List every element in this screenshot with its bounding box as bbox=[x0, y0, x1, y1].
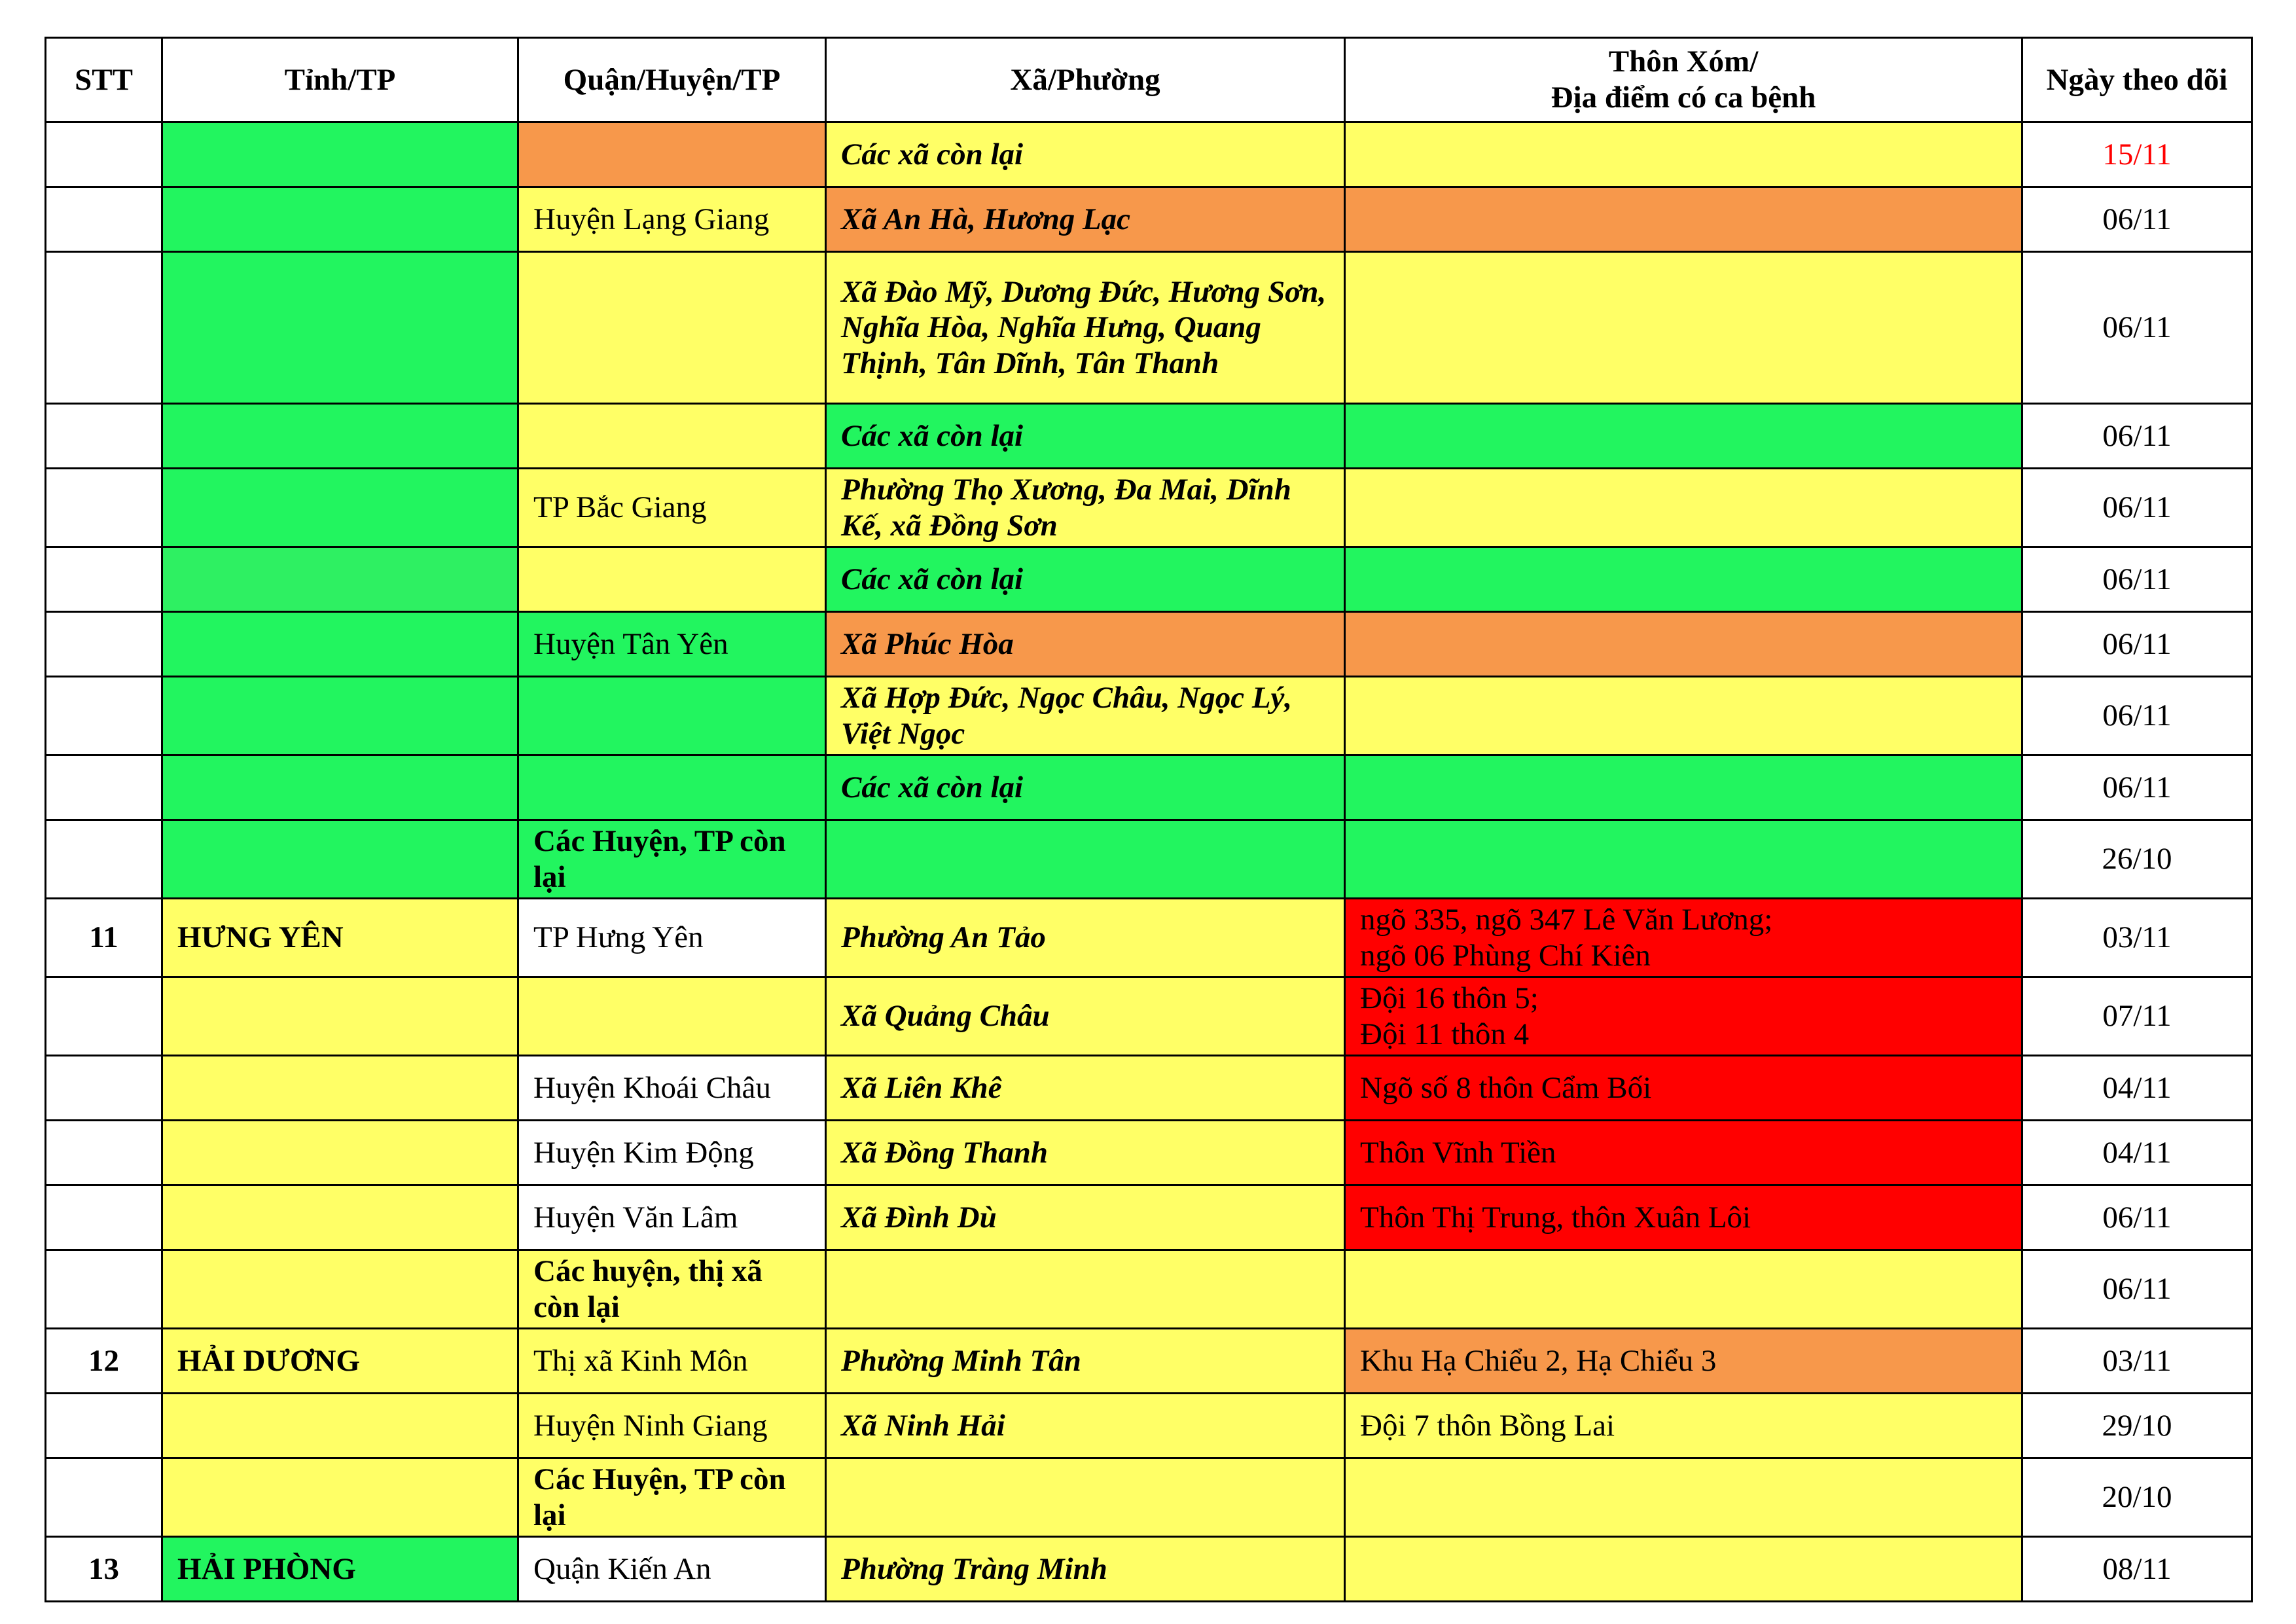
cell-stt bbox=[46, 755, 162, 820]
cell-village bbox=[1345, 122, 2022, 187]
header-ward: Xã/Phường bbox=[826, 38, 1345, 122]
cell-ward: Xã Đồng Thanh bbox=[826, 1121, 1345, 1185]
table-row bbox=[46, 677, 2252, 755]
cell-province bbox=[162, 1056, 518, 1121]
cell-date: 04/11 bbox=[2022, 1121, 2252, 1185]
cell-ward: Các xã còn lại bbox=[826, 122, 1345, 187]
cell-date: 06/11 bbox=[2022, 677, 2252, 755]
cell-stt bbox=[46, 820, 162, 899]
cell-stt bbox=[46, 469, 162, 547]
cell-district: Huyện Văn Lâm bbox=[518, 1185, 826, 1250]
cell-ward: Phường An Tảo bbox=[826, 899, 1345, 977]
cell-ward: Xã Liên Khê bbox=[826, 1056, 1345, 1121]
cell-ward bbox=[826, 1458, 1345, 1537]
table-row bbox=[46, 1250, 2252, 1329]
cell-province: HẢI PHÒNG bbox=[162, 1537, 518, 1602]
cell-date: 06/11 bbox=[2022, 1250, 2252, 1329]
cell-village bbox=[1345, 820, 2022, 899]
table-row bbox=[46, 469, 2252, 547]
village-line: Đội 16 thôn 5; bbox=[1360, 981, 1539, 1016]
cell-ward: Phường Minh Tân bbox=[826, 1329, 1345, 1394]
table-row bbox=[46, 899, 2252, 977]
cell-village bbox=[1345, 899, 2022, 977]
cell-province bbox=[162, 1185, 518, 1250]
cell-district: Các Huyện, TP còn lại bbox=[518, 1458, 826, 1537]
cell-stt bbox=[46, 547, 162, 612]
cell-province bbox=[162, 677, 518, 755]
cell-village: Đội 7 thôn Bồng Lai bbox=[1345, 1394, 2022, 1458]
cell-village bbox=[1345, 1250, 2022, 1329]
village-line: ngõ 335, ngõ 347 Lê Văn Lương; bbox=[1360, 903, 1773, 937]
cell-ward: Xã An Hà, Hương Lạc bbox=[826, 187, 1345, 252]
table-row bbox=[46, 820, 2252, 899]
table-row bbox=[46, 1394, 2252, 1458]
header-district: Quận/Huyện/TP bbox=[518, 38, 826, 122]
cell-district: Huyện Khoái Châu bbox=[518, 1056, 826, 1121]
cell-district bbox=[518, 977, 826, 1056]
cell-ward: Phường Thọ Xương, Đa Mai, Dĩnh Kế, xã Đồng Sơn bbox=[826, 469, 1345, 547]
cell-stt bbox=[46, 1185, 162, 1250]
cell-province: HƯNG YÊN bbox=[162, 899, 518, 977]
cell-ward bbox=[826, 820, 1345, 899]
cell-district: Huyện Tân Yên bbox=[518, 612, 826, 677]
cell-district: TP Hưng Yên bbox=[518, 899, 826, 977]
cell-stt bbox=[46, 1056, 162, 1121]
cell-village bbox=[1345, 252, 2022, 404]
cell-stt bbox=[46, 1121, 162, 1185]
cell-date: 03/11 bbox=[2022, 899, 2252, 977]
cell-stt bbox=[46, 404, 162, 469]
table-row bbox=[46, 1056, 2252, 1121]
cell-province bbox=[162, 469, 518, 547]
cell-village bbox=[1345, 469, 2022, 547]
cell-date: 06/11 bbox=[2022, 755, 2252, 820]
cell-date: 03/11 bbox=[2022, 1329, 2252, 1394]
cell-district: Các Huyện, TP còn lại bbox=[518, 820, 826, 899]
header-province: Tỉnh/TP bbox=[162, 38, 518, 122]
cell-village bbox=[1345, 187, 2022, 252]
cell-ward: Xã Đình Dù bbox=[826, 1185, 1345, 1250]
cell-ward bbox=[826, 1250, 1345, 1329]
header-date: Ngày theo dõi bbox=[2022, 38, 2252, 122]
table-row bbox=[46, 547, 2252, 612]
cell-date: 06/11 bbox=[2022, 404, 2252, 469]
cell-district bbox=[518, 122, 826, 187]
cell-province bbox=[162, 1394, 518, 1458]
cell-district: Huyện Ninh Giang bbox=[518, 1394, 826, 1458]
cell-date: 08/11 bbox=[2022, 1537, 2252, 1602]
cell-stt bbox=[46, 1250, 162, 1329]
cell-stt: 13 bbox=[46, 1537, 162, 1602]
cell-stt bbox=[46, 252, 162, 404]
cell-ward: Xã Quảng Châu bbox=[826, 977, 1345, 1056]
cell-province bbox=[162, 252, 518, 404]
cell-district: TP Bắc Giang bbox=[518, 469, 826, 547]
cell-stt bbox=[46, 612, 162, 677]
cell-stt bbox=[46, 1458, 162, 1537]
cell-village: Thôn Vĩnh Tiền bbox=[1345, 1121, 2022, 1185]
header-village bbox=[1345, 38, 2022, 122]
cell-stt bbox=[46, 122, 162, 187]
cell-district bbox=[518, 252, 826, 404]
cell-stt bbox=[46, 187, 162, 252]
cell-district bbox=[518, 755, 826, 820]
cell-district bbox=[518, 404, 826, 469]
cell-stt bbox=[46, 977, 162, 1056]
cell-province bbox=[162, 755, 518, 820]
cell-village bbox=[1345, 404, 2022, 469]
cell-date: 06/11 bbox=[2022, 1185, 2252, 1250]
cell-ward: Các xã còn lại bbox=[826, 547, 1345, 612]
cell-stt bbox=[46, 1394, 162, 1458]
cell-village bbox=[1345, 1458, 2022, 1537]
cell-stt: 12 bbox=[46, 1329, 162, 1394]
table-row bbox=[46, 252, 2252, 404]
header-stt: STT bbox=[46, 38, 162, 122]
cell-stt: 11 bbox=[46, 899, 162, 977]
cell-province bbox=[162, 977, 518, 1056]
table-row bbox=[46, 1329, 2252, 1394]
cell-ward: Xã Phúc Hòa bbox=[826, 612, 1345, 677]
cell-district: Thị xã Kinh Môn bbox=[518, 1329, 826, 1394]
cell-date: 06/11 bbox=[2022, 187, 2252, 252]
cell-date: 29/10 bbox=[2022, 1394, 2252, 1458]
cell-village bbox=[1345, 755, 2022, 820]
table-row bbox=[46, 1121, 2252, 1185]
header-row bbox=[46, 38, 2252, 122]
cell-district bbox=[518, 677, 826, 755]
cell-ward: Các xã còn lại bbox=[826, 755, 1345, 820]
cell-ward: Các xã còn lại bbox=[826, 404, 1345, 469]
table-row bbox=[46, 404, 2252, 469]
table-row bbox=[46, 1458, 2252, 1537]
cell-date: 20/10 bbox=[2022, 1458, 2252, 1537]
cell-village bbox=[1345, 977, 2022, 1056]
cell-province bbox=[162, 1250, 518, 1329]
cell-date: 15/11 bbox=[2022, 122, 2252, 187]
cell-ward: Xã Hợp Đức, Ngọc Châu, Ngọc Lý, Việt Ngọc bbox=[826, 677, 1345, 755]
cell-village bbox=[1345, 547, 2022, 612]
cell-province bbox=[162, 612, 518, 677]
table-row bbox=[46, 977, 2252, 1056]
cell-date: 07/11 bbox=[2022, 977, 2252, 1056]
cell-district: Quận Kiến An bbox=[518, 1537, 826, 1602]
cell-ward: Xã Đào Mỹ, Dương Đức, Hương Sơn, Nghĩa Hòa, Nghĩa Hưng, Quang Thịnh, Tân Dĩnh, Tân Thanh bbox=[826, 252, 1345, 404]
cell-district: Các huyện, thị xã còn lại bbox=[518, 1250, 826, 1329]
cell-village: Khu Hạ Chiểu 2, Hạ Chiểu 3 bbox=[1345, 1329, 2022, 1394]
header-village-line2: Địa điểm có ca bệnh bbox=[1551, 81, 1816, 115]
cell-district: Huyện Lạng Giang bbox=[518, 187, 826, 252]
cell-village: Thôn Thị Trung, thôn Xuân Lôi bbox=[1345, 1185, 2022, 1250]
cell-date: 26/10 bbox=[2022, 820, 2252, 899]
cell-province: HẢI DƯƠNG bbox=[162, 1329, 518, 1394]
cell-ward: Xã Ninh Hải bbox=[826, 1394, 1345, 1458]
cell-date: 06/11 bbox=[2022, 469, 2252, 547]
cell-date: 06/11 bbox=[2022, 252, 2252, 404]
table-row bbox=[46, 187, 2252, 252]
table-row bbox=[46, 122, 2252, 187]
cell-village bbox=[1345, 677, 2022, 755]
cell-province bbox=[162, 187, 518, 252]
cell-province bbox=[162, 820, 518, 899]
cell-province bbox=[162, 1121, 518, 1185]
covid-zone-table-sheet bbox=[45, 37, 2253, 1602]
cell-village: Ngõ số 8 thôn Cẩm Bối bbox=[1345, 1056, 2022, 1121]
village-line: Đội 11 thôn 4 bbox=[1360, 1017, 1530, 1051]
table-row bbox=[46, 755, 2252, 820]
cell-village bbox=[1345, 1537, 2022, 1602]
table-row bbox=[46, 1537, 2252, 1602]
covid-zone-table bbox=[45, 37, 2253, 1602]
cell-district: Huyện Kim Động bbox=[518, 1121, 826, 1185]
cell-date: 04/11 bbox=[2022, 1056, 2252, 1121]
cell-stt bbox=[46, 677, 162, 755]
cell-date: 06/11 bbox=[2022, 547, 2252, 612]
table-row bbox=[46, 1185, 2252, 1250]
cell-village bbox=[1345, 612, 2022, 677]
cell-ward: Phường Tràng Minh bbox=[826, 1537, 1345, 1602]
village-line: ngõ 06 Phùng Chí Kiên bbox=[1360, 938, 1651, 973]
cell-province bbox=[162, 547, 518, 612]
cell-province bbox=[162, 1458, 518, 1537]
cell-province bbox=[162, 122, 518, 187]
cell-province bbox=[162, 404, 518, 469]
header-village-line1: Thôn Xóm/ bbox=[1608, 45, 1759, 79]
cell-date: 06/11 bbox=[2022, 612, 2252, 677]
cell-district bbox=[518, 547, 826, 612]
table-row bbox=[46, 612, 2252, 677]
